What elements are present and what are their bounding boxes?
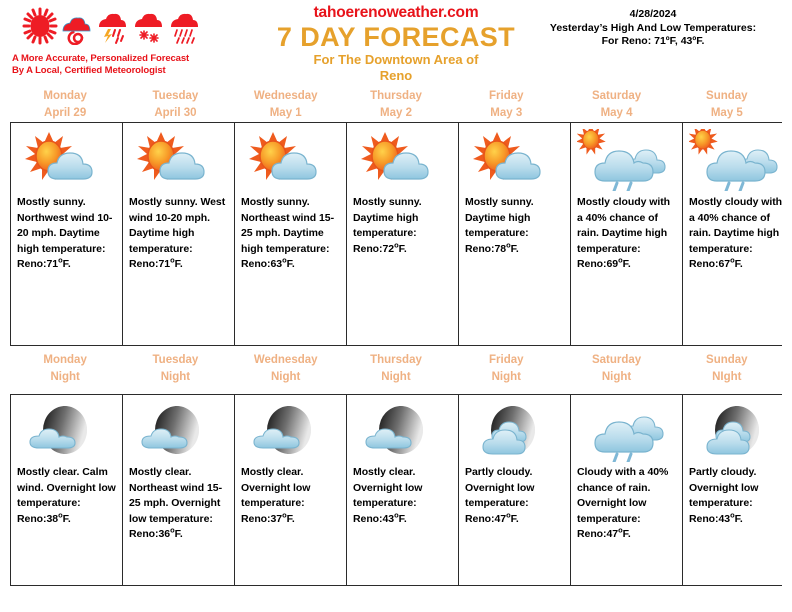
page-title: 7 DAY FORECAST: [276, 22, 516, 52]
period-label: Night: [50, 371, 80, 383]
day-forecast-description: Mostly sunny. Northeast wind 15-25 mph. Daytime high temperature: Reno:63$^o$F.: [241, 196, 335, 270]
day-name: Saturday: [591, 354, 642, 366]
night-header-friday: [451, 352, 561, 394]
brand-icon-strip: [12, 6, 212, 50]
site-url: tahoerenoweather.com: [313, 4, 479, 21]
day-date: May 2: [380, 107, 412, 119]
night-forecast-description: Partly cloudy. Overnight low temperature: Reno:43$^o$F.: [689, 466, 759, 525]
day-forecast-description: Mostly sunny. Northwest wind 10-20 mph. Daytime high temperature: Reno:71$^o$F.: [17, 196, 113, 270]
moon-behind-cloud-icon: [17, 399, 117, 463]
sun-behind-cloud-icon: [353, 127, 453, 193]
brand-block: [12, 6, 212, 77]
day-header-thursday: [341, 88, 451, 122]
day-header-friday: [451, 88, 561, 122]
day-date: May 3: [490, 107, 523, 119]
night-forecast-description: Mostly clear. Northeast wind 15-25 mph. Overnight low temperature: Reno:36$^o$F.: [129, 466, 223, 540]
day-forecast-description: Mostly cloudy with a 40% chance of rain. Daytime high temperature: Reno:67$^o$F.: [689, 196, 783, 270]
day-name: Tuesday: [152, 354, 199, 366]
day-forecast-description: Mostly sunny. West wind 10-20 mph. Daytime high temperature: Reno:71$^o$F.: [129, 196, 226, 270]
brand-tagline-line1: A More Accurate, Personalized Forecast: [12, 53, 190, 64]
day-name: Wednesday: [253, 354, 318, 366]
moon-behind-clouds-icon: [689, 399, 789, 463]
day-forecast-description: Mostly sunny. Daytime high temperature: Reno:78$^o$F.: [465, 196, 534, 255]
day-forecast-cell: [683, 123, 792, 345]
yesterday-summary: [522, 8, 784, 49]
moon-behind-clouds-icon: [465, 399, 565, 463]
snow-cloud-icon: [132, 5, 166, 50]
period-label: Night: [601, 371, 632, 383]
period-label: Night: [271, 371, 301, 383]
period-label: NIght: [712, 371, 742, 383]
night-forecast-cell: [235, 395, 347, 585]
forecast-date: 4/28/2024: [629, 8, 677, 20]
day-forecast-cell: [235, 123, 347, 345]
night-header-tuesday: [120, 352, 230, 394]
day-name: Sunday: [706, 90, 748, 102]
night-forecast-cell: [11, 395, 123, 585]
day-name: Sunday: [706, 354, 748, 366]
day-forecast-cell: [347, 123, 459, 345]
night-forecast-description: Cloudy with a 40% chance of rain. Overnight low temperature: Reno:47$^o$F.: [577, 466, 669, 540]
cloud-rain-icon: [577, 399, 677, 463]
sun-cloud-rain-icon: [689, 127, 789, 193]
brand-tagline: [12, 53, 212, 77]
night-header-wednesday: [231, 352, 341, 394]
day-forecast-cell: [123, 123, 235, 345]
day-name: Thursday: [370, 354, 422, 366]
night-label-row: [10, 346, 782, 394]
day-forecast-cell: [571, 123, 683, 345]
period-label: Night: [160, 371, 191, 383]
day-header-monday: [10, 88, 120, 122]
day-name: Monday: [43, 354, 87, 366]
day-name: Monday: [43, 90, 87, 102]
sun-behind-cloud-icon: [17, 127, 117, 193]
page-header: [0, 0, 792, 88]
night-header-thursday: [341, 352, 451, 394]
day-date: April 30: [154, 107, 197, 119]
sun-cloud-icon: [60, 7, 94, 50]
day-date: April 29: [44, 107, 87, 119]
night-header-saturday: [561, 352, 671, 394]
night-forecast-description: Partly cloudy. Overnight low temperature: Reno:47$^o$F.: [465, 466, 535, 525]
sun-behind-cloud-icon: [241, 127, 341, 193]
night-header-sunday: [672, 352, 782, 394]
night-forecast-row: [10, 394, 782, 586]
night-forecast-description: Mostly clear. Overnight low temperature: Reno:37$^o$F.: [241, 466, 311, 525]
day-forecast-cell: [459, 123, 571, 345]
page-subtitle-line2: Reno: [379, 68, 413, 83]
day-name: Wednesday: [253, 90, 318, 102]
night-forecast-cell: [683, 395, 792, 585]
night-forecast-description: Mostly clear. Calm wind. Overnight low temperature: Reno:38$^o$F.: [17, 466, 116, 525]
yesterday-label: Yesterday’s High And Low Temperatures:: [549, 21, 757, 34]
day-name: Tuesday: [152, 90, 199, 102]
rain-cloud-icon: [168, 5, 202, 50]
sun-icon: [22, 7, 58, 50]
moon-behind-cloud-icon: [353, 399, 453, 463]
page-subtitle-line1: For The Downtown Area of: [313, 52, 479, 67]
night-forecast-cell: [347, 395, 459, 585]
moon-behind-cloud-icon: [129, 399, 229, 463]
brand-tagline-line2: By A Local, Certified Meteorologist: [12, 65, 166, 76]
day-date: May 5: [710, 107, 743, 119]
title-block: [246, 4, 546, 84]
day-forecast-description: Mostly sunny. Daytime high temperature: Reno:72$^o$F.: [353, 196, 422, 255]
sun-cloud-rain-icon: [577, 127, 677, 193]
sun-behind-cloud-icon: [465, 127, 565, 193]
night-forecast-cell: [123, 395, 235, 585]
night-forecast-cell: [571, 395, 683, 585]
day-forecast-description: Mostly cloudy with a 40% chance of rain. Daytime high temperature: Reno:69$^o$F.: [577, 196, 671, 270]
day-header-sunday: [672, 88, 782, 122]
day-forecast-cell: [11, 123, 123, 345]
day-name: Friday: [489, 354, 524, 366]
day-name: Thursday: [370, 90, 422, 102]
day-header-saturday: [561, 88, 671, 122]
night-header-monday: [10, 352, 120, 394]
day-header-wednesday: [231, 88, 341, 122]
day-date: May 4: [600, 107, 633, 119]
day-name: Friday: [489, 90, 524, 102]
yesterday-values: For Reno: 71ºF, 43ºF.: [601, 35, 705, 47]
day-forecast-row: [10, 122, 782, 346]
thunderstorm-cloud-icon: [96, 5, 130, 50]
moon-behind-cloud-icon: [241, 399, 341, 463]
day-header-tuesday: [120, 88, 230, 122]
night-forecast-description: Mostly clear. Overnight low temperature: Reno:43$^o$F.: [353, 466, 423, 525]
day-name: Saturday: [591, 90, 642, 102]
day-label-row: [10, 88, 782, 122]
day-date: May 1: [269, 107, 302, 119]
night-forecast-cell: [459, 395, 571, 585]
period-label: Night: [491, 371, 521, 383]
sun-behind-cloud-icon: [129, 127, 229, 193]
period-label: Night: [381, 371, 411, 383]
